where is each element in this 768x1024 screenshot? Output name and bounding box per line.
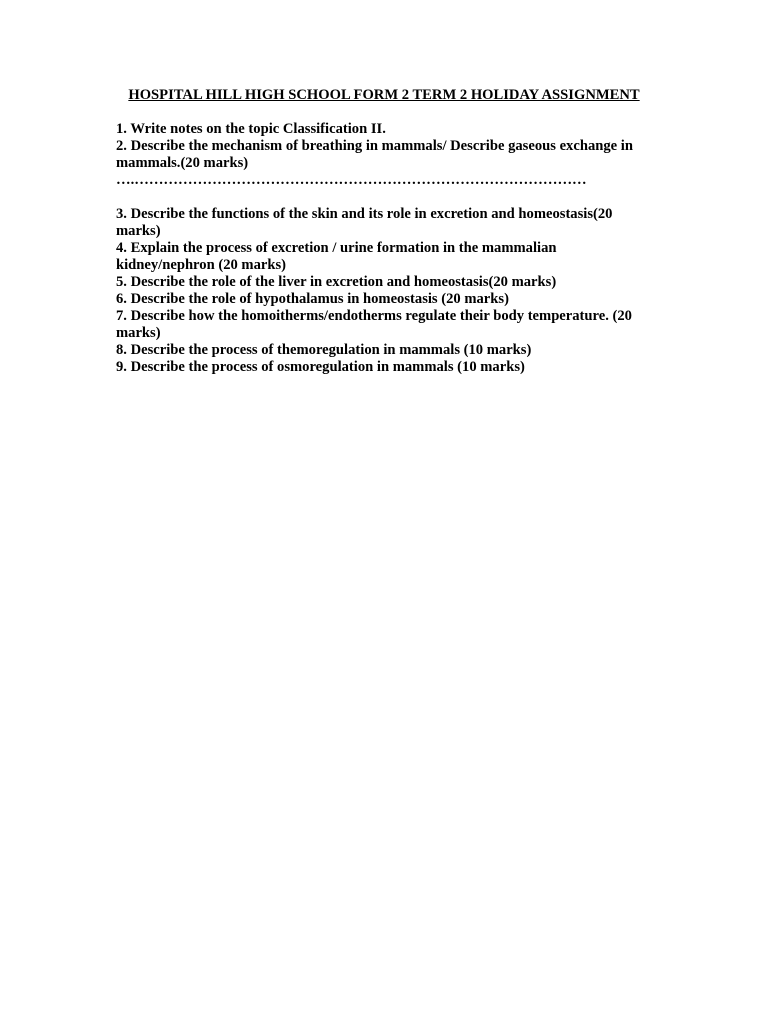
question-item-9: 9. Describe the process of osmoregulation in mammals (10 marks) (116, 359, 525, 375)
question-list (116, 121, 652, 376)
dotted-separator: ….………………………………………………………………………………… (116, 172, 587, 188)
question-item-2: 2. Describe the mechanism of breathing in mammals/ Describe gaseous exchange in mammals.(20 marks) (116, 138, 633, 171)
question-item-1: 1. Write notes on the topic Classification II. (116, 121, 386, 137)
document-page (116, 87, 652, 376)
question-item-3: 3. Describe the functions of the skin and its role in excretion and homeostasis(20 marks) (116, 206, 613, 239)
question-item-8: 8. Describe the process of themoregulation in mammals (10 marks) (116, 342, 532, 358)
blank-line (116, 189, 652, 206)
question-item-4: 4. Explain the process of excretion / urine formation in the mammalian kidney/nephron (20 marks) (116, 240, 557, 273)
document-title: HOSPITAL HILL HIGH SCHOOL FORM 2 TERM 2 HOLIDAY ASSIGNMENT (128, 87, 640, 103)
question-item-6: 6. Describe the role of hypothalamus in homeostasis (20 marks) (116, 291, 509, 307)
question-item-5: 5. Describe the role of the liver in excretion and homeostasis(20 marks) (116, 274, 557, 290)
question-item-7: 7. Describe how the homoitherms/endotherms regulate their body temperature. (20 marks) (116, 308, 632, 341)
